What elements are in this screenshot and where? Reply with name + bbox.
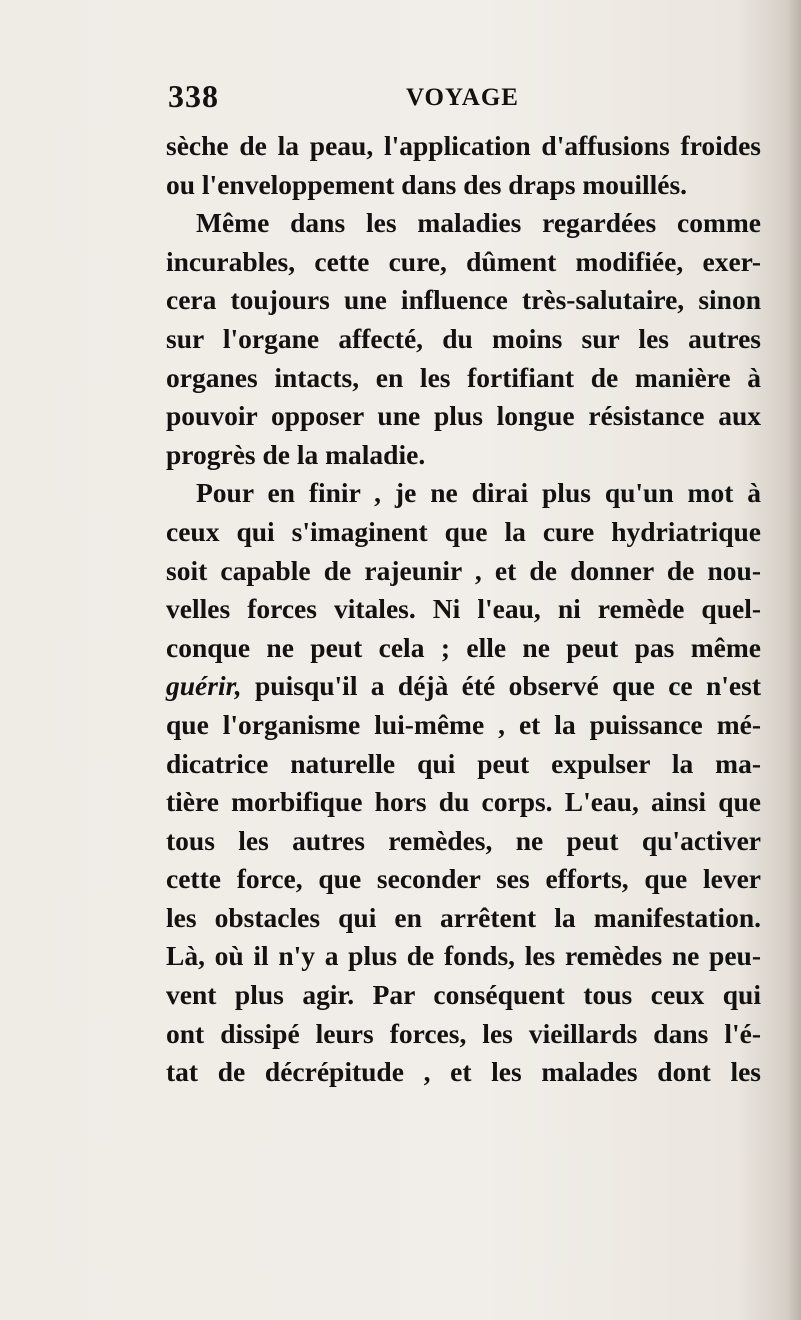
text-line-25: tat de décrépitude , et les malades dont les xyxy=(166,1056,761,1088)
text-line-6: sur l'organe affecté, du moins sur les autres xyxy=(166,322,761,354)
text-line-11: ceux qui s'imaginent que la cure hydriatrique xyxy=(166,515,761,547)
text-line-13: velles forces vitales. Ni l'eau, ni remède quel- xyxy=(166,593,761,625)
text-line-18: tière morbifique hors du corps. L'eau, ainsi que xyxy=(166,786,761,818)
text-line-16: que l'organisme lui-même , et la puissance mé- xyxy=(166,708,761,740)
page-number: 338 xyxy=(168,78,219,114)
text-line-14: conque ne peut cela ; elle ne peut pas même xyxy=(166,631,761,663)
text-line-1: sèche de la peau, l'application d'affusions froides xyxy=(166,130,761,161)
text-line-7: organes intacts, en les fortifiant de manière à xyxy=(166,361,761,393)
text-line-10: Pour en finir , je ne dirai plus qu'un mot à xyxy=(196,477,761,509)
italic-word: guérir, xyxy=(166,670,242,702)
text-line-23: vent plus agir. Par conséquent tous ceux qui xyxy=(166,979,761,1011)
body-text xyxy=(166,127,761,1092)
page-header xyxy=(168,78,548,118)
page-edge-shadow xyxy=(787,0,801,1320)
text-line-15-rest: puisqu'il a déjà été observé que ce n'est xyxy=(255,670,761,702)
text-line-2: ou l'enveloppement dans des draps mouillés. xyxy=(166,168,688,200)
text-line-3: Même dans les maladies regardées comme xyxy=(196,207,761,239)
text-line-17: dicatrice naturelle qui peut expulser la ma- xyxy=(166,747,761,779)
text-line-9: progrès de la maladie. xyxy=(166,438,426,470)
text-line-15 xyxy=(166,667,761,706)
text-line-5: cera toujours une influence très-salutaire, sinon xyxy=(166,284,761,316)
text-line-19: tous les autres remèdes, ne peut qu'activer xyxy=(166,824,761,856)
text-line-4: incurables, cette cure, dûment modifiée, exer- xyxy=(166,245,761,277)
text-line-21: les obstacles qui en arrêtent la manifestation. xyxy=(166,901,761,933)
running-head: VOYAGE xyxy=(406,84,519,111)
text-line-24: ont dissipé leurs forces, les vieillards dans l'é- xyxy=(166,1017,761,1049)
text-line-12: soit capable de rajeunir , et de donner de nou- xyxy=(166,554,761,586)
text-line-8: pouvoir opposer une plus longue résistance aux xyxy=(166,400,761,432)
text-line-20: cette force, que seconder ses efforts, que lever xyxy=(166,863,761,895)
text-line-22: Là, où il n'y a plus de fonds, les remèdes ne peu- xyxy=(166,940,761,972)
